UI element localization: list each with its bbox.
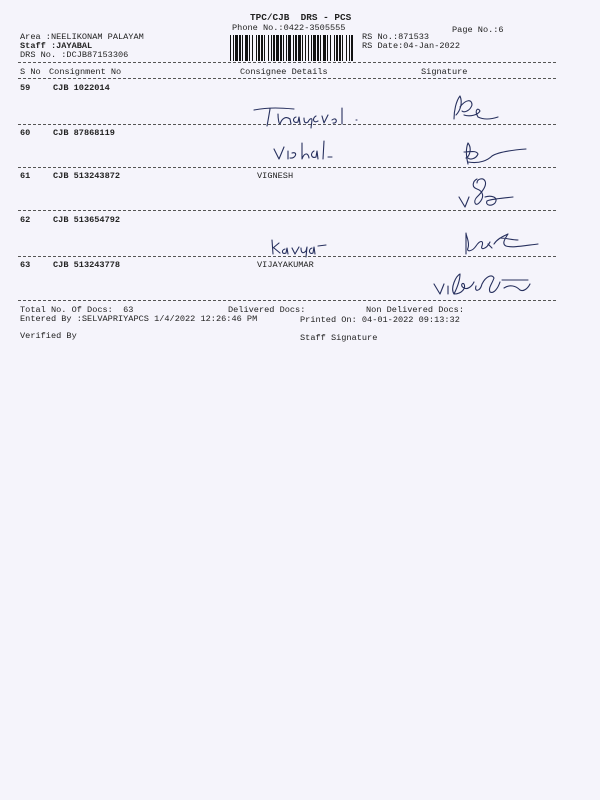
barcode-bar [264, 35, 265, 61]
barcode-bar [305, 35, 306, 61]
handwritten-consignee-name [272, 139, 334, 163]
row-sno: 62 [20, 215, 31, 225]
barcode-bar [286, 35, 287, 61]
recipient-signature [456, 228, 540, 256]
barcode-bar [317, 35, 319, 61]
barcode-bar [276, 35, 279, 61]
barcode-bar [313, 35, 316, 61]
entered-by: Entered By :SELVAPRIYAPCS 1/4/2022 12:26:46 PM [20, 314, 258, 324]
barcode-bar [339, 35, 341, 61]
barcode-bar [311, 35, 312, 61]
barcode-bar [233, 35, 234, 61]
divider [18, 210, 556, 211]
barcode-bar [334, 35, 335, 61]
delivered-docs: Delivered Docs: [228, 305, 306, 315]
staff-label: Staff :JAYABAL [20, 41, 93, 51]
divider [18, 167, 556, 168]
barcode-bar [342, 35, 343, 61]
row-consignment: CJB 513243778 [53, 260, 121, 270]
barcode-bar [330, 35, 331, 61]
verified-by: Verified By [20, 331, 77, 341]
rs-number: RS No.:871533 [362, 32, 430, 42]
barcode-bar [258, 35, 260, 61]
barcode-bar [302, 35, 303, 61]
area-label: Area :NEELIKONAM PALAYAM [20, 32, 144, 42]
barcode-bar [242, 35, 243, 61]
barcode-bar [298, 35, 301, 61]
barcode-bar [283, 35, 284, 61]
divider [18, 62, 556, 63]
column-sno: S No [20, 67, 41, 77]
phone-number: Phone No.:0422-3505555 [232, 23, 346, 33]
printed-on: Printed On: 04-01-2022 09:13:32 [300, 315, 460, 325]
divider [18, 78, 556, 79]
row-sno: 61 [20, 171, 31, 181]
divider [18, 124, 556, 125]
row-consignment: CJB 513243872 [53, 171, 121, 181]
barcode-bar [323, 35, 326, 61]
barcode-bar [346, 35, 347, 61]
barcode-bar [261, 35, 263, 61]
row-sno: 60 [20, 128, 31, 138]
total-docs: Total No. Of Docs: 63 [20, 305, 134, 315]
drs-number: DRS No. :DCJB87153306 [20, 50, 129, 60]
barcode-bar [295, 35, 297, 61]
barcode-bar [245, 35, 248, 61]
barcode-bar [288, 35, 291, 61]
barcode-bar [230, 35, 231, 61]
barcode-bar [268, 35, 269, 61]
barcode-bar [320, 35, 321, 61]
row-consignment: CJB 87868119 [53, 128, 115, 138]
non-delivered-docs: Non Delivered Docs: [366, 305, 464, 315]
barcode-bar [273, 35, 275, 61]
barcode-bar [249, 35, 250, 61]
row-consignee: VIGNESH [257, 171, 294, 181]
rs-date: RS Date:04-Jan-2022 [362, 41, 460, 51]
column-signature: Signature [421, 67, 468, 77]
barcode-bar [271, 35, 272, 61]
barcode-bar [293, 35, 294, 61]
document-title: TPC/CJB DRS - PCS [250, 12, 352, 23]
recipient-signature [448, 93, 500, 125]
column-consignment: Consignment No [49, 67, 122, 77]
row-consignment: CJB 513654792 [53, 215, 121, 225]
row-sno: 63 [20, 260, 31, 270]
recipient-signature [458, 140, 528, 168]
barcode-bar [349, 35, 350, 61]
barcode-bar [239, 35, 241, 61]
handwritten-consignee-name [270, 238, 328, 258]
barcode-bar [252, 35, 253, 61]
recipient-signature [432, 266, 532, 298]
recipient-signature [455, 175, 515, 213]
divider [18, 256, 556, 257]
barcode-bar [280, 35, 282, 61]
column-consignee: Consignee Details [240, 67, 328, 77]
barcode-bar [336, 35, 338, 61]
row-consignee: VIJAYAKUMAR [257, 260, 314, 270]
barcode-bar [327, 35, 328, 61]
barcode-bar [235, 35, 238, 61]
staff-signature: Staff Signature [300, 333, 378, 343]
barcode [229, 35, 354, 61]
page-number: Page No.:6 [452, 25, 504, 35]
barcode-bar [308, 35, 309, 61]
row-sno: 59 [20, 83, 31, 93]
barcode-bar [351, 35, 353, 61]
divider [18, 300, 556, 301]
barcode-bar [256, 35, 257, 61]
row-consignment: CJB 1022014 [53, 83, 110, 93]
